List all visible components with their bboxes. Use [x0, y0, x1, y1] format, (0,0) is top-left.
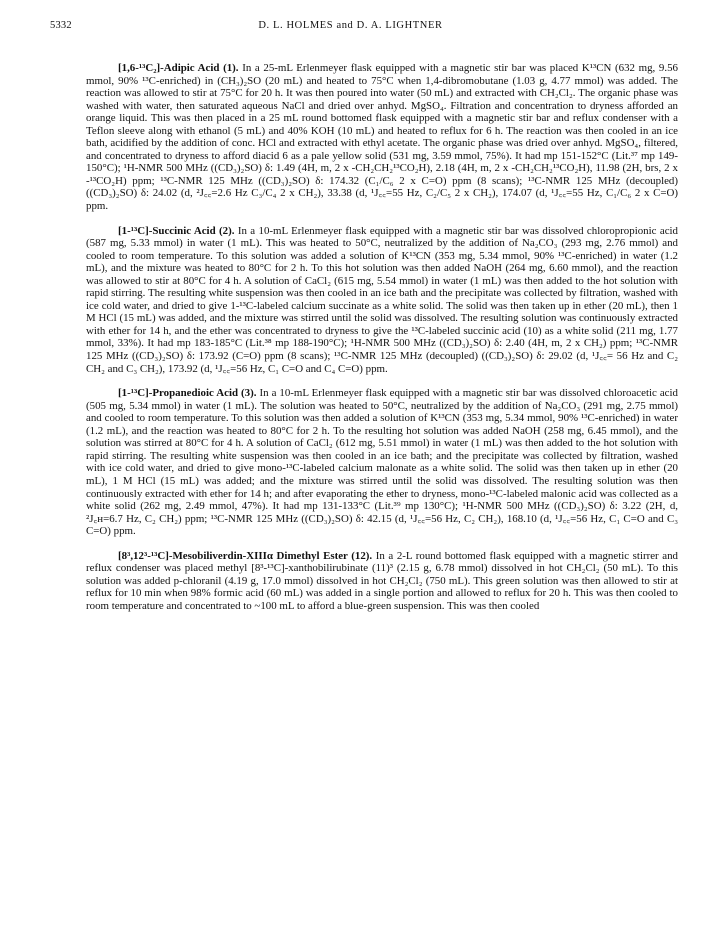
compound-heading: [1-¹³C]-Succinic Acid (2). — [118, 224, 235, 237]
paragraph-succinic-acid — [86, 225, 678, 376]
running-head-authors: D. L. HOLMES and D. A. LIGHTNER — [258, 20, 443, 31]
compound-heading: [1-¹³C]-Propanedioic Acid (3). — [118, 387, 257, 400]
paragraph-propanedioic-acid — [86, 387, 678, 538]
paragraph-adipic-acid — [86, 62, 678, 213]
page-number: 5332 — [50, 20, 72, 31]
procedure-text: In a 25-mL Erlenmeyer flask equipped with a magnetic stir bar was placed K¹³CN (632 mg, 9.56 mmol, 90% ¹³C-enriched) in (CH₃)₂SO (20 mL) and heated to 75°C when 1,4-dibromobutane (1.03 g, 4.77 mmol) was added. The reaction was allowed to stir at 75°C for 20 h. It was then poured into water (50 mL) and extracted with CH₂Cl₂. The organic phase was washed with water, then saturated aqueous NaCl and dried over anhyd. MgSO₄. Filtration and concentration to dryness afforded an orange liquid. This was then placed in a 25 mL round bottomed flask equipped with a magnetic stir bar and reflux condenser with a Teflon sleeve along with ethanol (5 mL) and 40% KOH (10 mL) and heated to reflux for 6 h. The reaction was then cooled in an ice bath, acidified by the addition of conc. HCl and extracted with ethyl acetate. The organic phase was dried over anhyd. MgSO₄, filtered, and concentrated to dryness to afford diacid 6 as a pale yellow solid (531 mg, 3.59 mmol, 75%). It had mp 151-152°C (Lit.³⁷ mp 149-150°C); ¹H-NMR 500 MHz ((CD₃)₂SO) δ: 1.49 (4H, m, 2 x -CH₂CH₂¹³CO₂H), 2.18 (4H, m, 2 x -CH₂CH₂¹³CO₂H), 11.98 (2H, brs, 2 x -¹³CO₂H) ppm; ¹³C-NMR 125 MHz ((CD₃)₂SO) δ: 174.32 (C₁/C₆ 2 x C=O) ppm (8 scans); ¹³C-NMR 125 MHz (decoupled) ((CD₃)₂SO) δ: 24.02 (d, ²J꜀꜀=2.6 Hz C₃/C₄ 2 x CH₂), 33.38 (d, ¹J꜀꜀=55 Hz, C₂/C₅ 2 x CH₂), 174.07 (d, ¹J꜀꜀=55 Hz, C₁/C₆ 2 x C=O) ppm. — [86, 62, 678, 213]
compound-heading: [1,6-¹³C₂]-Adipic Acid (1). — [118, 62, 239, 74]
article-body — [86, 62, 678, 624]
running-header — [0, 20, 701, 36]
procedure-text: In a 10-mL Erlenmeyer flask equipped with a magnetic stir bar was dissolved chloroacetic acid (505 mg, 5.34 mmol) in water (1 mL). The solution was heated to 50°C, neutralized by the addition of Na₂CO₃ (291 mg, 2.75 mmol) and cooled to room temperature. To this solution was then added a solution of K¹³CN (353 mg, 5.34 mmol, 90% ¹³C-enriched) in water (1.2 mL), and the reaction was heated to 80°C for 2 h. To the resulting hot solution was added NaOH (258 mg, 6.45 mmol), and the solution was stirred at 80°C for 4 h. A solution of CaCl₂ (612 mg, 5.51 mmol) in water (1 mL) was then added to the hot solution with rapid stirring. The resulting white suspension was then cooled in an ice bath; and the precipitate was collected by filtration, washed with ice cold water, and dried to give mono-¹³C-labeled calcium malonate as a white solid. The solid was then taken up in ether (20 mL), 1 M HCl (15 mL) was added; and the mixture was stirred until the solid was dissolved. The resulting solution was then continuously extracted with ether for 14 h; and after evaporating the ether to dryness, mono-¹³C-labeled malonic acid was collected as a white solid (262 mg, 2.49 mmol, 47%). It had mp 131-133°C (Lit.³⁹ mp 130°C); ¹H-NMR 500 MHz ((CD₃)₂SO) δ: 3.22 (2H, d, ²J꜀ʜ=6.7 Hz, C₂ CH₂) ppm; ¹³C-NMR 125 MHz ((CD₃)₂SO) δ: 42.15 (d, ¹J꜀꜀=56 Hz, C₂ CH₂), 168.10 (d, ¹J꜀꜀=56 Hz, C₁ C=O and C₃ C=O) ppm. — [86, 387, 678, 538]
paragraph-mesobiliverdin — [86, 550, 678, 613]
procedure-text: In a 2-L round bottomed flask equipped with a magnetic stirrer and reflux condenser was placed methyl [8³-¹³C]-xanthobilirubinate (11)³ (2.15 g, 6.78 mmol) dissolved in hot CH₂Cl₂ (50 mL). To this solution was added p-chloranil (4.19 g, 17.0 mmol) dissolved in hot CH₂Cl₂ (750 mL). This green solution was then allowed to stir at reflux for 10 min when 98% formic acid (60 mL) was added in a single portion and allowed to reflux for 20 h. This was then cooled to room temperature and concentrated to ~100 mL to afford a blue-green suspension. This was then cooled — [86, 549, 679, 612]
compound-heading: [8³,12³-¹³C]-Mesobiliverdin-XIIIα Dimethyl Ester (12). — [118, 549, 373, 562]
procedure-text: In a 10-mL Erlenmeyer flask equipped with a magnetic stir bar was dissolved chloropropionic acid (587 mg, 5.33 mmol) in water (1 mL). This was heated to 50°C, neutralized by the addition of Na₂CO₃ (293 mg, 2.76 mmol) and cooled to room temperature. To this solution was added a solution of K¹³CN (353 mg, 5.34 mmol, 90% ¹³C-enriched) in water (1.2 mL), and the mixture was heated to 80°C for 2 h. To this hot solution was then added NaOH (264 mg, 6.60 mmol), and the reaction was allowed to stir at 80°C for 4 h. A solution of CaCl₂ (615 mg, 5.54 mmol) in water (1 mL) was then added to the hot solution with rapid stirring. The resulting white suspension was then cooled in an ice bath and the precipitate was collected by filtration, washed with ice cold water, and dried to give 1-¹³C-labeled calcium succinate as a white solid. The solid was then taken up in ether (20 mL), then 1 M HCl (15 mL) was added, and the mixture was stirred until the solid was dissolved. The resulting solution was continuously extracted with ether for 14 h, and the ether was concentrated to dryness to give the ¹³C-labeled succinic acid (10) as a white solid (211 mg, 1.77 mmol, 33%). It had mp 183-185°C (Lit.³⁸ mp 188-190°C); ¹H-NMR 500 MHz ((CD₃)₂SO) δ: 2.40 (4H, m, 2 x CH₂) ppm; ¹³C-NMR 125 MHz ((CD₃)₂SO) δ: 173.92 (C=O) ppm (8 scans); ¹³C-NMR 125 MHz (decoupled) ((CD₃)₂SO) δ: 29.02 (d, ¹J꜀꜀= 56 Hz and C₂ CH₂ and C₃ CH₂), 173.92 (d, ¹J꜀꜀=56 Hz, C₁ C=O and C₄ C=O) ppm. — [86, 224, 678, 375]
